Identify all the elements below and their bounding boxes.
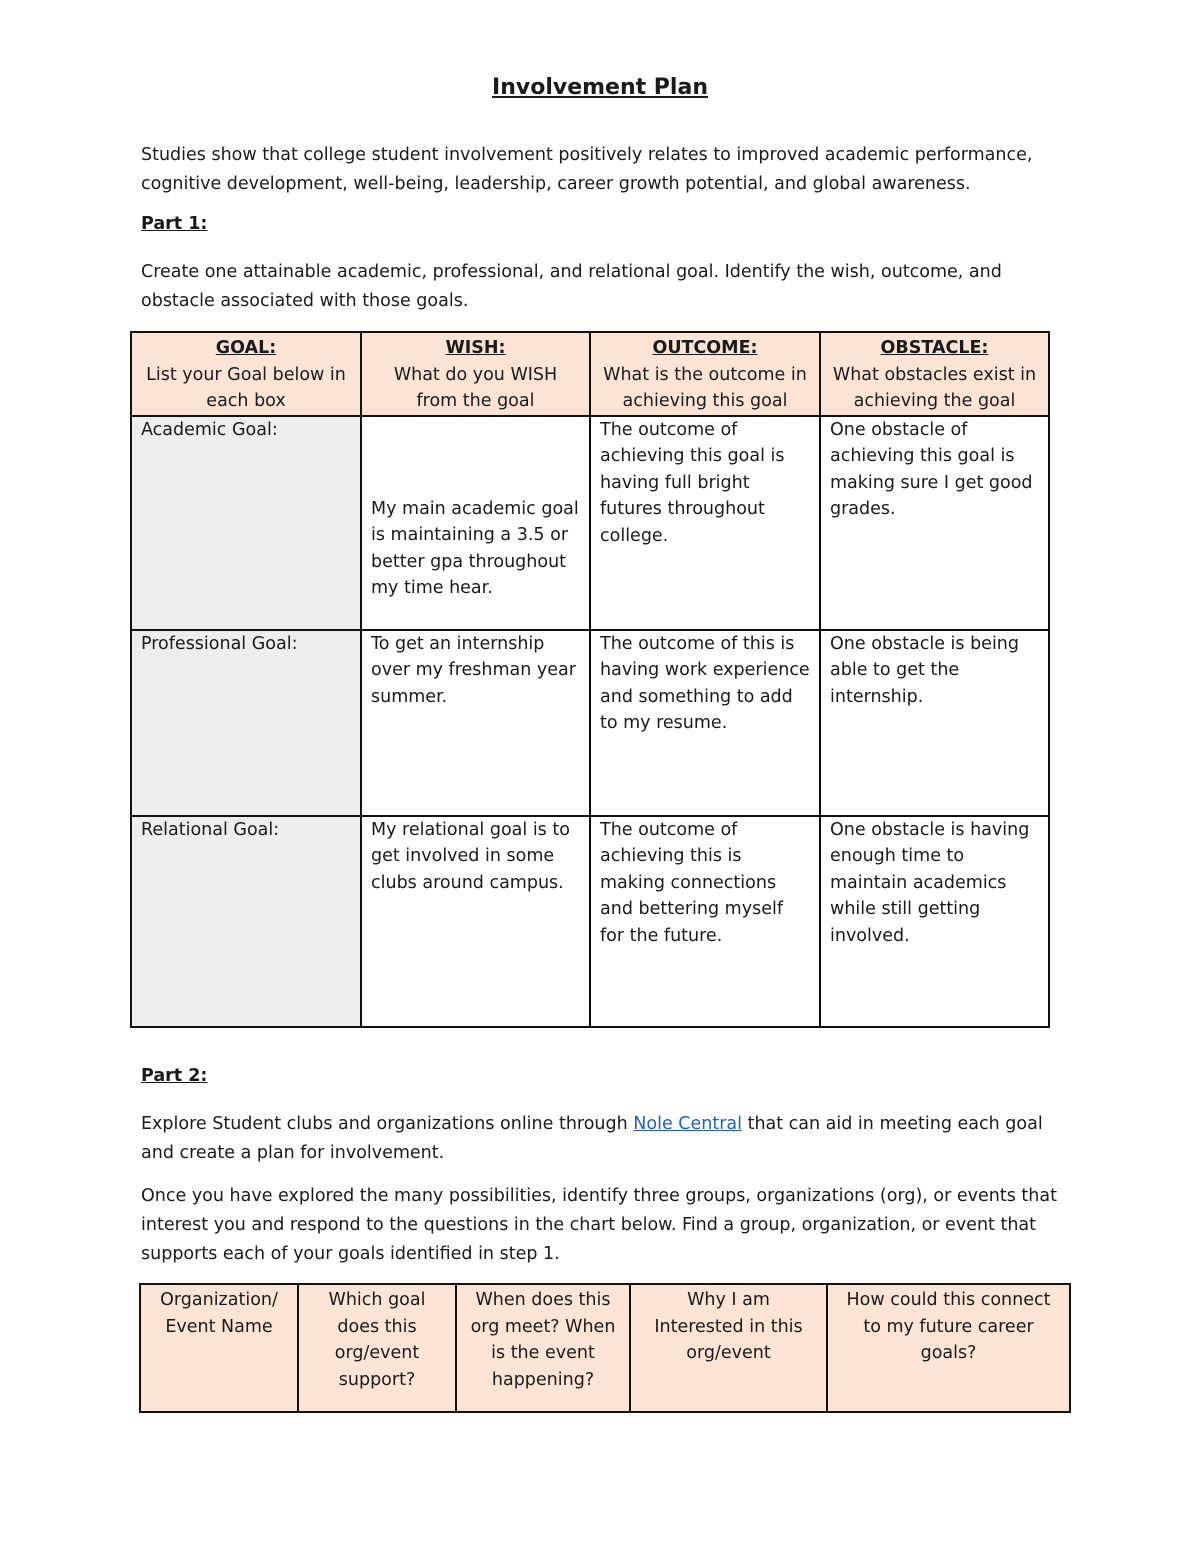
wish-cell-relational[interactable]: My relational goal is to get involved in some clubs around campus.	[361, 816, 590, 1027]
table-row-academic	[131, 416, 1049, 630]
obstacle-cell-professional[interactable]: One obstacle is being able to get the internship.	[820, 630, 1049, 816]
goal-header-desc: List your Goal below in each box	[146, 364, 346, 411]
outcome-cell-relational[interactable]: The outcome of achieving this is making connections and bettering myself for the future.	[590, 816, 820, 1027]
involvement-table	[139, 1283, 1071, 1413]
part1-heading: Part 1:	[141, 214, 208, 234]
explore-text-after: that can aid in meeting each goal and create a plan for involvement.	[141, 1114, 1043, 1163]
page-title: Involvement Plan	[492, 75, 708, 100]
org-name-column-header: Organization/ Event Name	[140, 1284, 298, 1412]
part1-instructions: Create one attainable academic, professional, and relational goal. Identify the wish, outcome, and obstacle associated with those goals.	[141, 262, 1002, 311]
involvement-table-header-row	[140, 1284, 1070, 1412]
goal-cell-professional: Professional Goal:	[131, 630, 361, 816]
outcome-cell-professional[interactable]: The outcome of this is having work experience and something to add to my resume.	[590, 630, 820, 816]
wish-cell-professional[interactable]: To get an internship over my freshman year summer.	[361, 630, 590, 816]
outcome-cell-academic[interactable]: The outcome of achieving this goal is having full bright futures throughout college.	[590, 416, 820, 630]
explore-text-before: Explore Student clubs and organizations online through	[141, 1114, 634, 1134]
career-connection-column-header: How could this connect to my future career goals?	[827, 1284, 1070, 1412]
wish-header-label: WISH:	[445, 338, 506, 358]
goals-table	[130, 331, 1050, 1028]
table-row-professional	[131, 630, 1049, 816]
part2-explore-paragraph	[141, 1110, 1061, 1168]
wish-column-header	[361, 332, 590, 416]
table-row-relational	[131, 816, 1049, 1027]
part2-heading: Part 2:	[141, 1066, 208, 1086]
obstacle-header-desc: What obstacles exist in achieving the goal	[832, 364, 1037, 411]
goals-table-header-row	[131, 332, 1049, 416]
goal-support-column-header: Which goal does this org/event support?	[298, 1284, 456, 1412]
obstacle-header-label: OBSTACLE:	[880, 338, 989, 358]
obstacle-cell-relational[interactable]: One obstacle is having enough time to maintain academics while still getting involved.	[820, 816, 1049, 1027]
goal-cell-relational: Relational Goal:	[131, 816, 361, 1027]
obstacle-column-header	[820, 332, 1049, 416]
goal-header-label: GOAL:	[215, 338, 277, 358]
part2-instructions: Once you have explored the many possibilities, identify three groups, organizations (org), or events that interest you and respond to the questions in the chart below. Find a group, organization, or event that supports each of your goals identified in step 1.	[141, 1186, 1057, 1264]
obstacle-cell-academic[interactable]: One obstacle of achieving this goal is making sure I get good grades.	[820, 416, 1049, 630]
interest-column-header: Why I am Interested in this org/event	[630, 1284, 827, 1412]
wish-header-desc: What do you WISH from the goal	[393, 364, 558, 411]
outcome-column-header	[590, 332, 820, 416]
goal-column-header	[131, 332, 361, 416]
nole-central-link[interactable]: Nole Central	[633, 1114, 743, 1134]
meeting-time-column-header: When does this org meet? When is the event happening?	[456, 1284, 630, 1412]
wish-cell-academic[interactable]	[361, 416, 590, 630]
goal-cell-academic: Academic Goal:	[131, 416, 361, 630]
outcome-header-desc: What is the outcome in achieving this goal	[603, 364, 807, 411]
outcome-header-label: OUTCOME:	[652, 338, 758, 358]
wish-text-academic: My main academic goal is maintaining a 3.5 or better gpa throughout my time hear.	[371, 498, 579, 598]
intro-paragraph: Studies show that college student involvement positively relates to improved academic performance, cognitive development, well-being, leadership, career growth potential, and global awareness.	[141, 145, 1033, 194]
